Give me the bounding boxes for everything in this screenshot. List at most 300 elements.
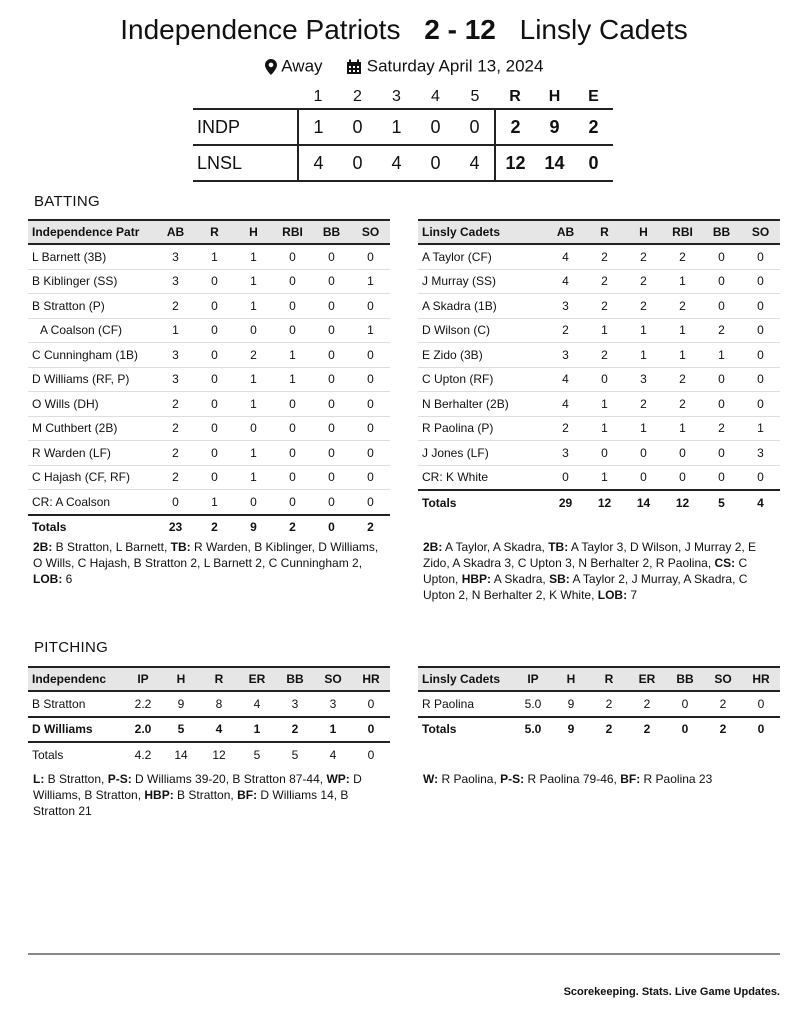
game-date: Saturday April 13, 2024 — [366, 56, 544, 76]
stat-value: 0 — [234, 416, 273, 441]
stat-value: 3 — [276, 691, 314, 717]
totals-value: 2 — [351, 515, 390, 540]
errors-header: E — [588, 88, 599, 105]
stat-value: 0 — [351, 465, 390, 490]
stat-value: 0 — [273, 244, 312, 269]
stat-value: 1 — [351, 318, 390, 343]
stat-value: 0 — [624, 441, 663, 466]
note-text: A Taylor 3, D Wilson, J Murray 2, E Zido, A Skadra 3, C Upton 3, N Berhalter 2, R Paolina, — [423, 540, 757, 570]
player-row — [28, 269, 390, 294]
home-team-name: Independence Patriots — [120, 14, 401, 45]
note-label: W: — [423, 772, 439, 786]
pitching-table-linsly — [418, 666, 780, 741]
note-text: A Taylor 2, J Murray, A Skadra, C Upton 2, N Berhalter 2, K White, — [423, 572, 748, 602]
pitching-table-independence — [28, 666, 390, 767]
stat-value: 0 — [585, 441, 624, 466]
stat-value: 1 — [663, 416, 702, 441]
stat-value: 0 — [702, 244, 741, 269]
stat-column-header: H — [234, 220, 273, 244]
line-score-row — [193, 109, 613, 145]
totals-value: 5 — [253, 747, 261, 762]
player-row — [28, 318, 390, 343]
totals-row — [28, 742, 390, 767]
note-label: WP: — [326, 772, 350, 786]
stat-value: 0 — [702, 441, 741, 466]
stat-column-header: AB — [546, 220, 585, 244]
stat-value: 4 — [546, 244, 585, 269]
totals-value: 14 — [624, 490, 663, 515]
stat-value: 1 — [156, 318, 195, 343]
totals-value: 12 — [212, 747, 226, 762]
team-column-header: Linsly Cadets — [418, 667, 514, 691]
totals-value: 2 — [628, 717, 666, 742]
totals-value: 5 — [291, 747, 299, 762]
stat-value: 0 — [156, 490, 195, 515]
stat-column-header: SO — [741, 220, 780, 244]
game-location: Away — [281, 56, 323, 76]
stat-value: 0 — [312, 367, 351, 392]
stat-column-header: R — [200, 667, 238, 691]
stat-column-header: ER — [628, 667, 666, 691]
totals-value: 14 — [174, 747, 188, 762]
stat-value: 2 — [624, 244, 663, 269]
player-row — [418, 691, 780, 717]
player-name: R Paolina (P) — [418, 416, 546, 441]
final-score: 2 - 12 — [424, 14, 496, 45]
totals-value: 4.2 — [134, 747, 152, 762]
stat-value: 1 — [234, 441, 273, 466]
stat-value: 0 — [351, 343, 390, 368]
map-pin-icon — [265, 57, 282, 76]
stat-value: 4 — [238, 691, 276, 717]
player-row — [28, 441, 390, 466]
totals-label: Totals — [32, 747, 64, 762]
stat-value: 2 — [156, 465, 195, 490]
player-row — [418, 367, 780, 392]
totals-row — [418, 717, 780, 742]
inning-score: 1 — [391, 116, 402, 137]
totals-value: 0 — [666, 717, 704, 742]
inning-header: 4 — [431, 88, 440, 105]
stat-value: 0 — [312, 392, 351, 417]
note-text: B Stratton, L Barnett, — [52, 540, 171, 554]
note-text: C Upton, — [423, 556, 748, 586]
totals-value: 2 — [195, 515, 234, 540]
stat-value: 1 — [238, 717, 276, 743]
stat-value: 1 — [195, 244, 234, 269]
note-label: HBP: — [461, 572, 492, 586]
line-score-row — [193, 145, 613, 181]
totals-value: 2 — [704, 717, 742, 742]
batting-table-linsly — [418, 219, 780, 515]
player-name: M Cuthbert (2B) — [28, 416, 156, 441]
stat-column-header: H — [624, 220, 663, 244]
player-name: C Hajash (CF, RF) — [28, 465, 156, 490]
note-text: 6 — [62, 572, 73, 586]
stat-value: 0 — [702, 367, 741, 392]
note-text: D Williams, B Stratton, — [33, 772, 362, 802]
stat-value: 0 — [312, 416, 351, 441]
player-name: C Upton (RF) — [418, 367, 546, 392]
stat-value: 3 — [546, 343, 585, 368]
player-row — [418, 392, 780, 417]
player-name: C Cunningham (1B) — [28, 343, 156, 368]
inning-score: 0 — [352, 116, 363, 137]
player-name: R Paolina — [418, 691, 514, 717]
stat-value: 0 — [585, 367, 624, 392]
note-label: LOB: — [597, 588, 628, 602]
pitching-notes-independence — [33, 771, 385, 819]
stat-value: 0 — [273, 441, 312, 466]
stat-value: 0 — [195, 367, 234, 392]
stat-value: 1 — [624, 343, 663, 368]
batting-notes-independence — [33, 539, 385, 587]
player-row — [418, 294, 780, 319]
stat-value: 2 — [156, 416, 195, 441]
inning-header: 2 — [353, 88, 362, 105]
note-label: TB: — [170, 540, 191, 554]
stat-value: 2 — [663, 244, 702, 269]
player-row — [418, 269, 780, 294]
inning-header: 3 — [392, 88, 401, 105]
stat-value: 3 — [546, 441, 585, 466]
line-score-table — [193, 86, 613, 182]
stat-value: 0 — [546, 465, 585, 490]
note-text: A Skadra, — [491, 572, 550, 586]
player-row — [28, 392, 390, 417]
player-row — [28, 244, 390, 269]
player-row — [418, 343, 780, 368]
stat-column-header: AB — [156, 220, 195, 244]
player-name: E Zido (3B) — [418, 343, 546, 368]
note-text: 7 — [627, 588, 638, 602]
totals-value: 2 — [590, 717, 628, 742]
stat-value: 2 — [624, 269, 663, 294]
stat-value: 0 — [351, 416, 390, 441]
stat-value: 1 — [585, 416, 624, 441]
stat-value: 0 — [195, 392, 234, 417]
stat-value: 0 — [351, 367, 390, 392]
stat-value: 0 — [273, 318, 312, 343]
note-text: B Stratton, — [173, 788, 238, 802]
stat-value: 1 — [351, 269, 390, 294]
stat-value: 1 — [663, 318, 702, 343]
stat-value: 9 — [552, 691, 590, 717]
pitching-section-label: PITCHING — [34, 639, 109, 656]
stat-value: 1 — [314, 717, 352, 743]
stat-value: 0 — [624, 465, 663, 490]
stat-column-header: BB — [666, 667, 704, 691]
note-label: P-S: — [107, 772, 132, 786]
stat-value: 1 — [585, 318, 624, 343]
note-text: R Warden, B Kiblinger, D Williams, O Wills, C Hajash, B Stratton 2, L Barnett 2, C Cunningham 2, — [33, 540, 379, 570]
hits-total: 14 — [544, 152, 565, 173]
stat-value: 3 — [546, 294, 585, 319]
stat-value: 0 — [312, 244, 351, 269]
team-abbrev: LNSL — [197, 152, 243, 173]
stat-value: 0 — [273, 269, 312, 294]
player-name: B Stratton — [28, 691, 124, 717]
note-text: D Williams 14, B Stratton 21 — [33, 788, 349, 818]
away-team-name: Linsly Cadets — [519, 14, 688, 45]
stat-value: 0 — [351, 294, 390, 319]
stat-value: 0 — [702, 392, 741, 417]
stat-value: 0 — [741, 465, 780, 490]
totals-value: 9 — [552, 717, 590, 742]
team-abbrev: INDP — [197, 116, 241, 137]
player-name: A Coalson (CF) — [28, 318, 156, 343]
note-label: 2B: — [423, 540, 443, 554]
inning-header: 5 — [470, 88, 480, 105]
totals-value: 4 — [741, 490, 780, 515]
stat-value: 0 — [312, 490, 351, 515]
note-label: SB: — [549, 572, 570, 586]
stat-column-header: BB — [702, 220, 741, 244]
stat-value: 0 — [312, 441, 351, 466]
stat-value: 2 — [585, 343, 624, 368]
inning-score: 4 — [469, 152, 480, 173]
stat-column-header: RBI — [273, 220, 312, 244]
totals-value: 0 — [742, 717, 780, 742]
stat-value: 0 — [702, 294, 741, 319]
stat-value: 1 — [585, 465, 624, 490]
stat-value: 1 — [234, 269, 273, 294]
stat-column-header: H — [162, 667, 200, 691]
note-label: L: — [33, 772, 45, 786]
player-name: B Kiblinger (SS) — [28, 269, 156, 294]
stat-value: 0 — [312, 318, 351, 343]
team-column-header: Independence Patr — [28, 220, 156, 244]
stat-column-header: HR — [352, 667, 390, 691]
stat-value: 0 — [234, 490, 273, 515]
stat-value: 0 — [741, 269, 780, 294]
stat-value: 0 — [741, 343, 780, 368]
stat-value: 0 — [195, 318, 234, 343]
stat-column-header: SO — [704, 667, 742, 691]
player-name: D Williams — [28, 717, 124, 743]
stat-value: 3 — [156, 244, 195, 269]
player-name: N Berhalter (2B) — [418, 392, 546, 417]
stat-value: 0 — [195, 343, 234, 368]
team-column-header: Linsly Cadets — [418, 220, 546, 244]
stat-value: 0 — [741, 294, 780, 319]
player-row — [28, 691, 390, 717]
runs-total: 2 — [495, 109, 535, 145]
stat-value: 1 — [234, 294, 273, 319]
player-name: J Jones (LF) — [418, 441, 546, 466]
player-row — [28, 490, 390, 515]
note-text: A Taylor, A Skadra, — [442, 540, 549, 554]
stat-value: 2 — [234, 343, 273, 368]
player-row — [28, 717, 390, 743]
stat-value: 0 — [195, 416, 234, 441]
stat-value: 3 — [156, 367, 195, 392]
footer-divider — [28, 953, 780, 955]
player-row — [418, 244, 780, 269]
player-name: A Skadra (1B) — [418, 294, 546, 319]
runs-total: 12 — [495, 145, 535, 181]
player-name: D Williams (RF, P) — [28, 367, 156, 392]
stat-value: 2 — [585, 269, 624, 294]
stat-value: 0 — [352, 691, 390, 717]
player-row — [418, 318, 780, 343]
pitching-notes-linsly — [423, 771, 775, 787]
note-label: BF: — [620, 772, 641, 786]
inning-score: 0 — [430, 116, 441, 137]
stat-column-header: IP — [124, 667, 162, 691]
player-row — [28, 416, 390, 441]
stat-value: 1 — [234, 367, 273, 392]
stat-value: 1 — [624, 416, 663, 441]
stat-value: 2 — [276, 717, 314, 743]
note-text: B Stratton, — [44, 772, 108, 786]
stat-column-header: H — [552, 667, 590, 691]
stat-column-header: R — [195, 220, 234, 244]
stat-value: 0 — [351, 244, 390, 269]
totals-value: 4 — [329, 747, 337, 762]
stat-value: 1 — [663, 269, 702, 294]
stat-value: 0 — [273, 490, 312, 515]
game-title — [0, 14, 808, 46]
stat-value: 0 — [742, 691, 780, 717]
stat-value: 1 — [273, 367, 312, 392]
stat-value: 2.0 — [124, 717, 162, 743]
totals-label: Totals — [418, 717, 514, 742]
stat-value: 0 — [666, 691, 704, 717]
stat-value: 0 — [234, 318, 273, 343]
stat-value: 0 — [351, 490, 390, 515]
stat-value: 2 — [546, 318, 585, 343]
player-row — [418, 465, 780, 490]
stat-column-header: ER — [238, 667, 276, 691]
stat-value: 2 — [590, 691, 628, 717]
stat-value: 0 — [312, 294, 351, 319]
stat-value: 4 — [200, 717, 238, 743]
totals-value: 9 — [234, 515, 273, 540]
inning-score: 0 — [469, 116, 480, 137]
totals-value: 12 — [585, 490, 624, 515]
stat-value: 2 — [585, 294, 624, 319]
stat-column-header: R — [585, 220, 624, 244]
stat-value: 0 — [312, 269, 351, 294]
totals-value: 2 — [273, 515, 312, 540]
stat-value: 2 — [702, 416, 741, 441]
stat-value: 2 — [156, 441, 195, 466]
player-name: L Barnett (3B) — [28, 244, 156, 269]
stat-value: 0 — [351, 392, 390, 417]
stat-value: 0 — [351, 441, 390, 466]
stat-value: 4 — [546, 392, 585, 417]
stat-value: 2 — [663, 294, 702, 319]
stat-column-header: SO — [351, 220, 390, 244]
stat-value: 2 — [663, 367, 702, 392]
stat-value: 5 — [162, 717, 200, 743]
stat-value: 0 — [663, 441, 702, 466]
totals-label: Totals — [28, 515, 156, 540]
note-label: 2B: — [33, 540, 53, 554]
note-label: BF: — [237, 788, 258, 802]
stat-value: 0 — [702, 269, 741, 294]
stat-value: 1 — [741, 416, 780, 441]
stat-value: 0 — [273, 465, 312, 490]
totals-value: 5.0 — [514, 717, 552, 742]
stat-column-header: IP — [514, 667, 552, 691]
totals-value: 23 — [156, 515, 195, 540]
stat-value: 0 — [741, 318, 780, 343]
stat-value: 0 — [195, 465, 234, 490]
game-info — [0, 56, 808, 77]
totals-row — [418, 490, 780, 515]
totals-value: 0 — [312, 515, 351, 540]
player-name: B Stratton (P) — [28, 294, 156, 319]
stat-value: 0 — [352, 717, 390, 743]
footer-tagline: Scorekeeping. Stats. Live Game Updates. — [563, 986, 780, 998]
player-row — [28, 465, 390, 490]
stat-value: 2 — [546, 416, 585, 441]
note-label: LOB: — [33, 572, 63, 586]
stat-value: 0 — [195, 294, 234, 319]
stat-value: 2 — [585, 244, 624, 269]
stat-value: 3 — [156, 269, 195, 294]
stat-value: 4 — [546, 367, 585, 392]
note-text: R Paolina, — [438, 772, 501, 786]
note-label: TB: — [548, 540, 569, 554]
stat-value: 1 — [195, 490, 234, 515]
batting-notes-linsly — [423, 539, 775, 603]
stat-column-header: R — [590, 667, 628, 691]
stat-value: 3 — [741, 441, 780, 466]
player-row — [418, 441, 780, 466]
note-text: D Williams 39-20, B Stratton 87-44, — [131, 772, 327, 786]
stat-value: 1 — [663, 343, 702, 368]
stat-value: 0 — [273, 416, 312, 441]
stat-value: 2 — [156, 392, 195, 417]
hits-total: 9 — [549, 116, 560, 137]
stat-value: 0 — [663, 465, 702, 490]
stat-value: 0 — [195, 441, 234, 466]
hits-header: H — [548, 88, 561, 105]
note-label: P-S: — [500, 772, 525, 786]
player-row — [28, 367, 390, 392]
totals-value: 0 — [367, 747, 375, 762]
note-text: R Paolina 23 — [640, 772, 713, 786]
stat-value: 0 — [273, 294, 312, 319]
note-label: HBP: — [144, 788, 174, 802]
stat-value: 0 — [702, 465, 741, 490]
stat-value: 0 — [741, 244, 780, 269]
stat-value: 1 — [234, 465, 273, 490]
stat-value: 2.2 — [124, 691, 162, 717]
stat-value: 1 — [585, 392, 624, 417]
totals-row — [28, 515, 390, 540]
stat-value: 2 — [704, 691, 742, 717]
stat-value: 0 — [741, 367, 780, 392]
player-name: O Wills (DH) — [28, 392, 156, 417]
stat-value: 0 — [273, 392, 312, 417]
player-name: CR: K White — [418, 465, 546, 490]
totals-value: 12 — [663, 490, 702, 515]
stat-value: 1 — [273, 343, 312, 368]
inning-score: 4 — [391, 152, 402, 173]
stat-value: 0 — [741, 392, 780, 417]
stat-value: 1 — [702, 343, 741, 368]
player-row — [28, 294, 390, 319]
stat-column-header: RBI — [663, 220, 702, 244]
stat-value: 0 — [195, 269, 234, 294]
stat-value: 1 — [234, 392, 273, 417]
stat-value: 3 — [314, 691, 352, 717]
inning-score: 0 — [430, 152, 441, 173]
